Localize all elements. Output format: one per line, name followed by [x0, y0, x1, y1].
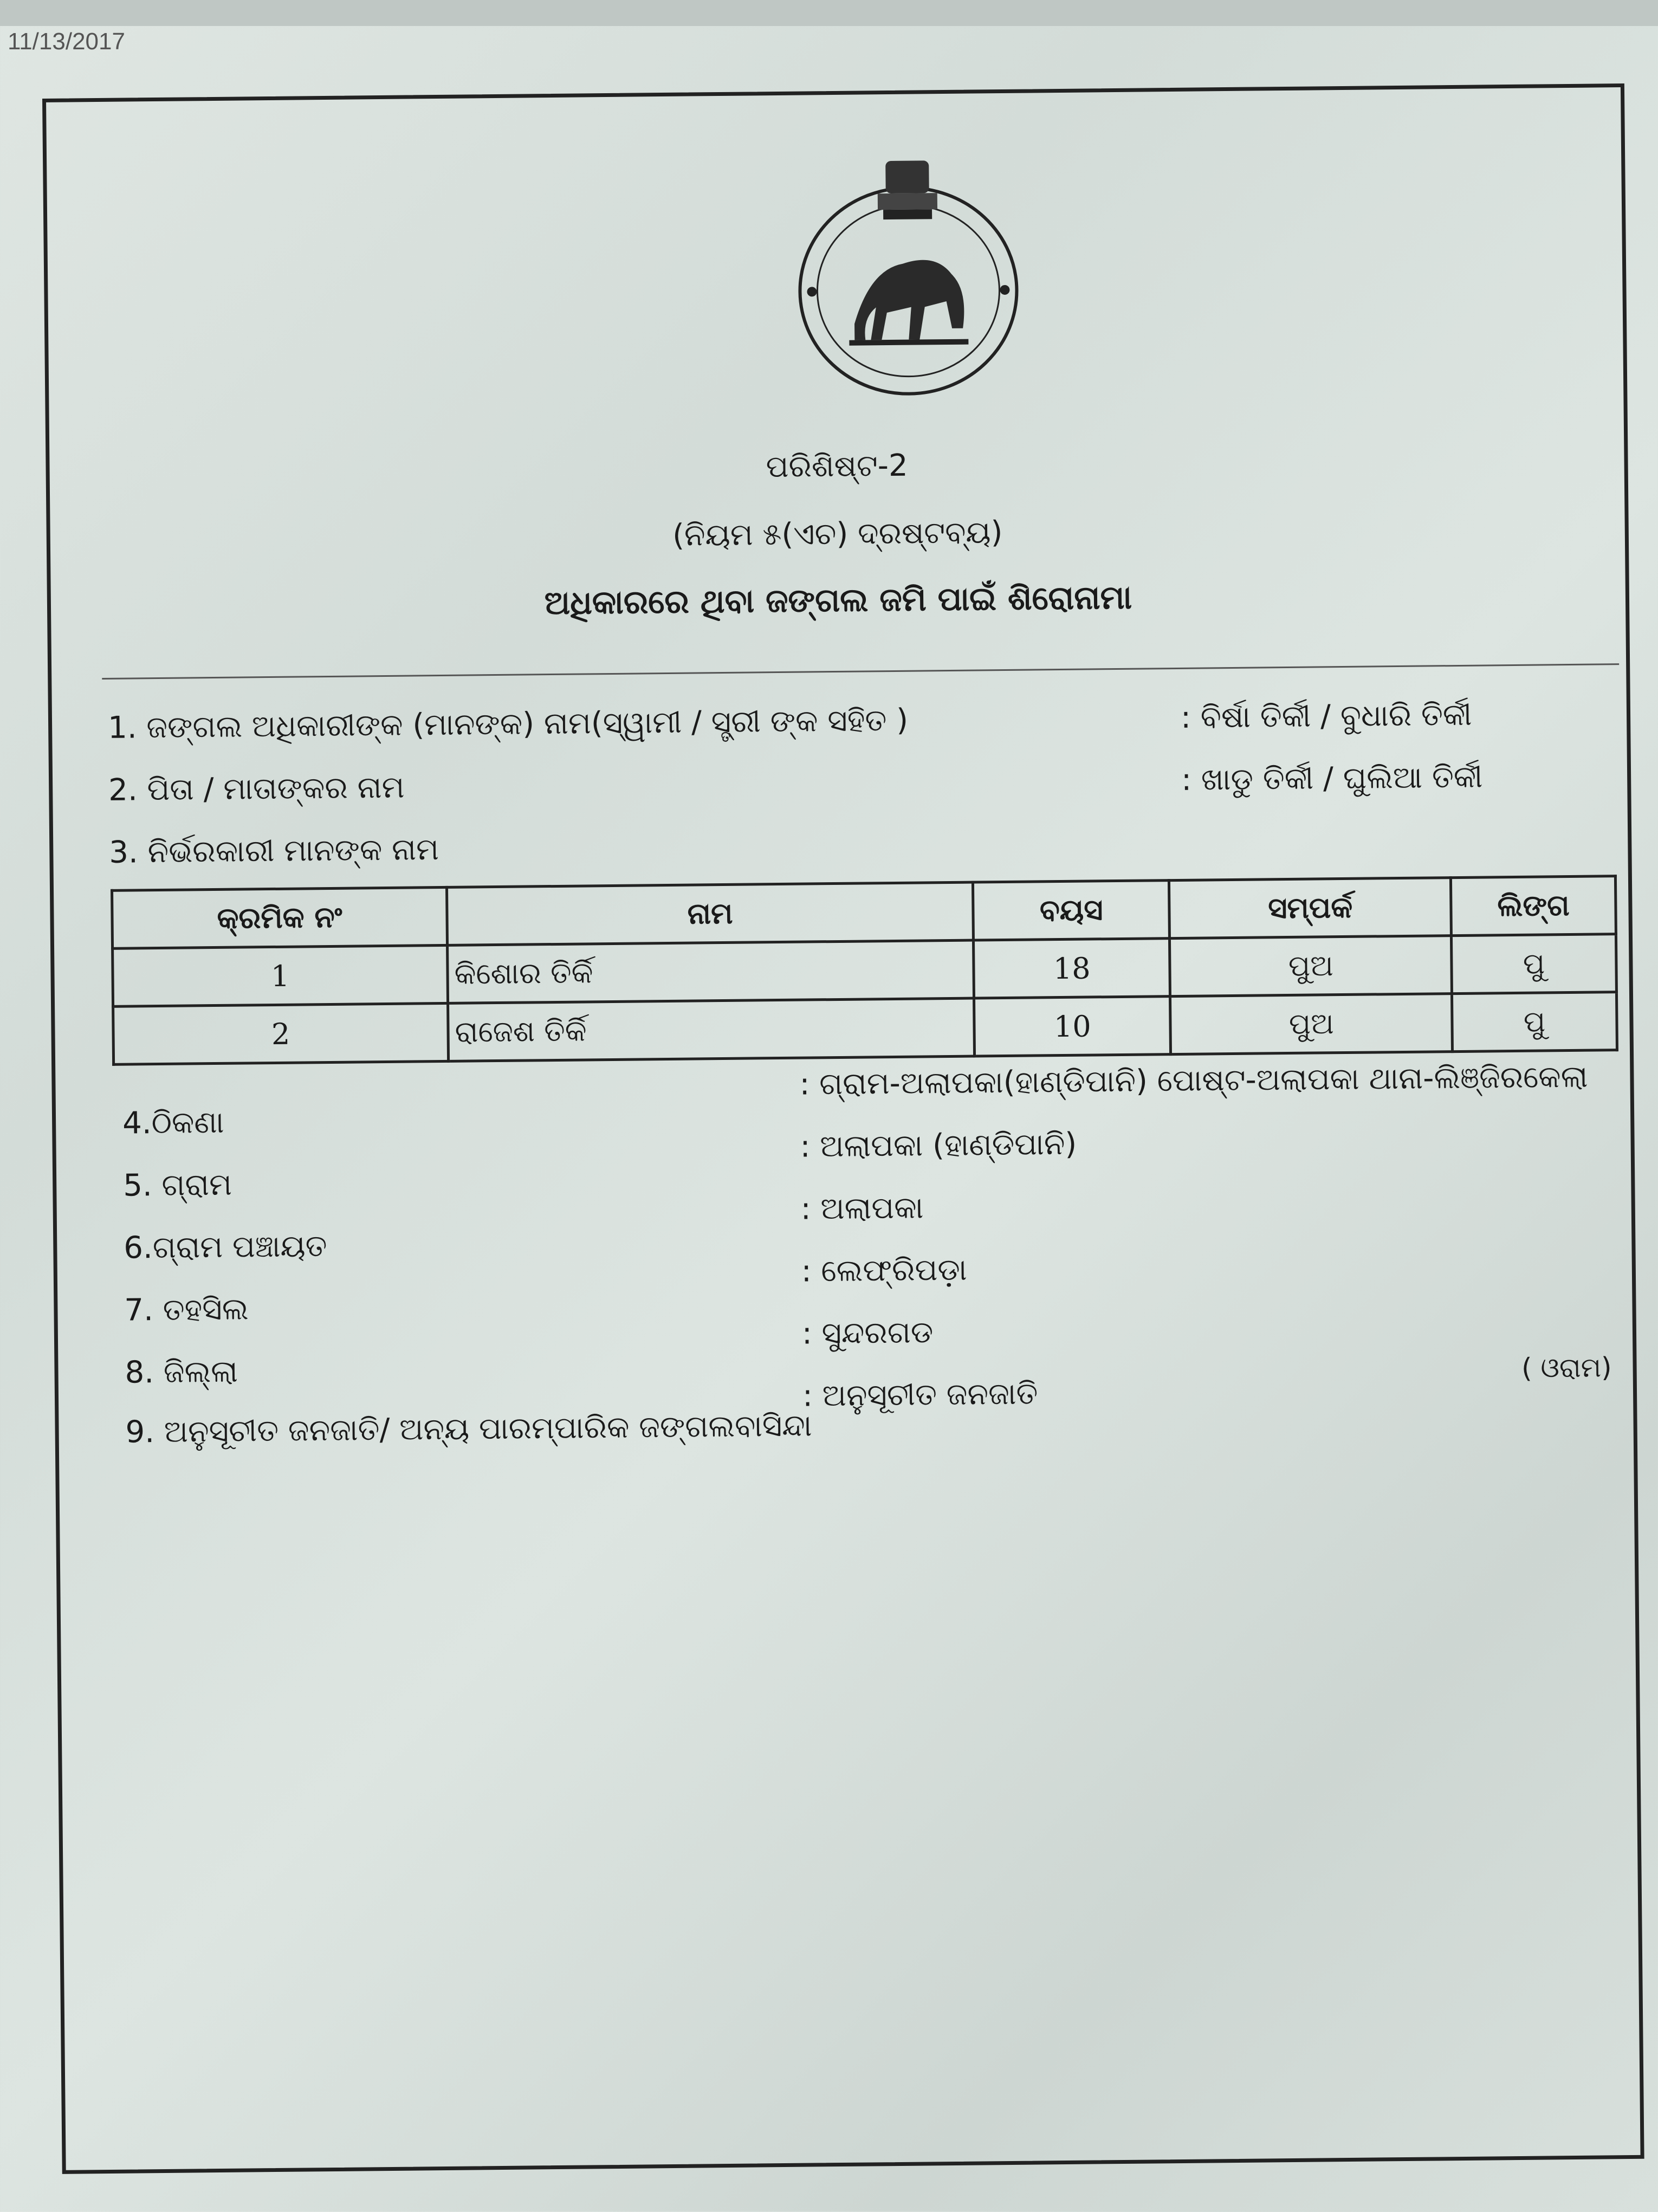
row-1-gender: ପୁ: [1452, 934, 1617, 994]
dependents-table: [111, 875, 1618, 1066]
field-7-label: 7. ତହସିଲ: [124, 1291, 249, 1328]
row-1-age: 18: [974, 939, 1170, 998]
document-title: ଅଧିକାରରେ ଥିବା ଜଙ୍ଗଲ ଜମି ପାଇଁ ଶିରୋନାମା: [544, 578, 1132, 623]
row-1-name: କିଶୋର ତିର୍କି: [448, 940, 974, 1003]
document-sheet: [42, 83, 1658, 2211]
col-relation-header: ସମ୍ପର୍କ: [1169, 878, 1452, 939]
row-2-serial: 2: [113, 1003, 449, 1064]
field-9-label: 9. ଅନୁସୂଚୀତ ଜନଜାତି/ ଅନ୍ୟ ପାରମ୍ପାରିକ ଜଙ୍ଗଲବାସିନ୍ଦା: [125, 1408, 812, 1450]
col-name-header: ନାମ: [447, 882, 974, 945]
field-5-label: 5. ଗ୍ରାମ: [122, 1167, 232, 1204]
row-2-age: 10: [974, 997, 1171, 1056]
field-4-label: 4.ଠିକଣା: [122, 1104, 224, 1141]
field-3-label: 3. ନିର୍ଭରକାରୀ ମାନଙ୍କ ନାମ: [109, 832, 439, 870]
field-2-label: 2. ପିତା / ମାତାଙ୍କର ନାମ: [108, 769, 405, 808]
field-1-value: : ବିର୍ଷା ତିର୍କୀ / ବୁଧାରି ତିର୍କୀ: [1181, 697, 1472, 736]
row-1-relation: ପୁଅ: [1170, 936, 1452, 997]
field-8-label: 8. ଜିଲ୍ଲା: [125, 1354, 238, 1390]
field-7-value: : ଲେଫ୍ରିପଡ଼ା: [801, 1252, 967, 1290]
row-2-gender: ପୁ: [1452, 992, 1617, 1052]
photo-top-edge: [0, 0, 1658, 26]
tribe-name-note: ( ଓରାମ): [1521, 1351, 1612, 1384]
rule-reference: (ନିୟମ ୫(ଏଚ) ଦ୍ରଷ୍ଟବ୍ୟ): [672, 515, 1003, 553]
field-1-label: 1. ଜଙ୍ଗଲ ଅଧିକାରୀଙ୍କ (ମାନଙ୍କ) ନାମ(ସ୍ୱାମୀ / ସ୍ତ୍ରୀ ଙ୍କ ସହିତ ): [107, 702, 909, 746]
field-9-value: : ଅନୁସୂଚୀତ ଜନଜାତି: [802, 1376, 1038, 1414]
row-1-serial: 1: [113, 945, 448, 1006]
field-5-value: : ଅଲାପକା (ହାଣ୍ଡିପାନି): [800, 1127, 1077, 1165]
row-2-name: ରାଜେଶ ତିର୍କି: [448, 998, 975, 1061]
field-2-value: : ଖାଡୁ ତିର୍କୀ / ଘୁଲିଆ ତିର୍କୀ: [1181, 760, 1483, 798]
field-6-label: 6.ଗ୍ରାମ ପଞ୍ଚାୟତ: [124, 1228, 327, 1266]
col-age-header: ବୟସ: [973, 881, 1170, 940]
row-2-relation: ପୁଅ: [1170, 994, 1453, 1055]
col-serial-header: କ୍ରମିକ ନଂ: [112, 887, 448, 948]
field-8-value: : ସୁନ୍ଦରଗଡ: [802, 1315, 934, 1351]
odisha-government-emblem-icon: [788, 144, 1029, 406]
photo-date-stamp: 11/13/2017: [8, 28, 125, 55]
appendix-number: ପରିଶିଷ୍ଟ-2: [766, 448, 908, 485]
field-6-value: : ଅଲାପକା: [800, 1190, 923, 1227]
field-4-value: : ଗ୍ରାମ-ଅଲାପକା(ହାଣ୍ଡିପାନି) ପୋଷ୍ଟ-ଅଲାପକା ଥାନା-ଲିଞ୍ଜିରକେଲା: [799, 1059, 1588, 1103]
col-gender-header: ଲିଙ୍ଗ: [1451, 876, 1616, 936]
